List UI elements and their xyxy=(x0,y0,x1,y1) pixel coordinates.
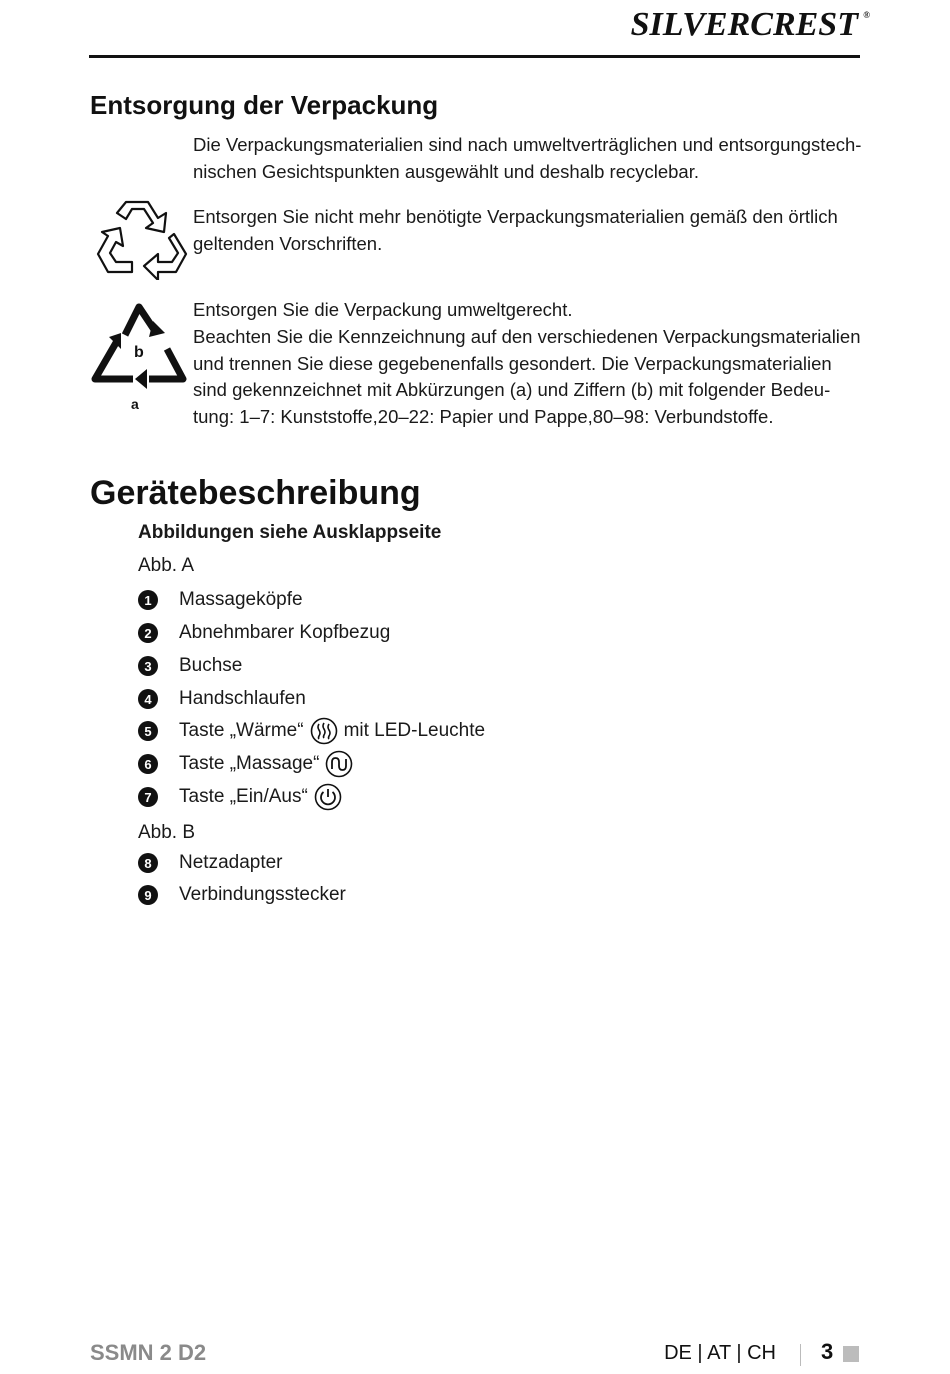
header-rule xyxy=(89,55,860,58)
item-number: 5 xyxy=(138,721,158,741)
item-label: Buchse xyxy=(179,655,243,676)
list-item xyxy=(138,881,346,909)
footer-languages: DE | AT | CH xyxy=(664,1342,776,1364)
item-label: Verbindungsstecker xyxy=(179,884,346,905)
item-number: 1 xyxy=(138,590,158,610)
recycling-code-triangle-icon xyxy=(89,297,189,412)
item-label: Abnehmbarer Kopfbezug xyxy=(179,622,391,643)
device-description-heading: Gerätebeschreibung xyxy=(90,474,421,512)
item-number: 7 xyxy=(138,787,158,807)
page-number: 3 xyxy=(821,1339,834,1364)
packaging-paragraph-1: Die Verpackungsmaterialien sind nach umweltverträglichen und entsorgungstech- nischen Gesichtspunkten ausgewählt und deshalb recyclebar. xyxy=(193,134,862,182)
item-suffix: mit LED-Leuchte xyxy=(343,720,486,741)
item-number: 6 xyxy=(138,754,158,774)
figure-a-label: Abb. A xyxy=(138,555,194,576)
item-number: 2 xyxy=(138,623,158,643)
item-label: Taste „Wärme“ xyxy=(179,720,304,741)
item-number: 3 xyxy=(138,656,158,676)
item-label: Taste „Ein/Aus“ xyxy=(179,786,308,807)
page-marker xyxy=(843,1346,859,1362)
list-item xyxy=(138,619,390,647)
registered-mark: ® xyxy=(863,10,870,20)
item-label: Taste „Massage“ xyxy=(179,753,320,774)
packaging-paragraph-2: Entsorgen Sie nicht mehr benötigte Verpackungsmaterialien gemäß den örtlich geltenden Vorschriften. xyxy=(193,206,838,254)
item-number: 9 xyxy=(138,885,158,905)
packaging-heading: Entsorgung der Verpackung xyxy=(90,90,439,120)
recycle-icon xyxy=(96,198,188,280)
list-item xyxy=(138,849,283,877)
list-item xyxy=(138,717,485,745)
list-item xyxy=(138,652,242,680)
power-icon xyxy=(314,783,342,811)
packaging-paragraph-3: Entsorgen Sie die Verpackung umweltgerecht. Beachten Sie die Kennzeichnung auf den verschiedenen Verpackungsmaterialien und trennen Sie diese gegebenenfalls gesondert. Die Verpackungsmaterialien sind gekennzeichnet mit Abkürzungen (a) und Ziffern (b) mit folgender Bedeu- tung: 1–7: Kunststoffe,20–22: Papier und Pappe,80–98: Verbundstoffe. xyxy=(193,299,861,428)
brand-text: SILVERCREST xyxy=(630,6,858,43)
list-item xyxy=(138,586,303,614)
heat-icon xyxy=(310,717,338,745)
massage-icon xyxy=(325,750,353,778)
list-item xyxy=(138,685,306,713)
device-subtitle: Abbildungen siehe Ausklappseite xyxy=(138,522,442,543)
item-number: 4 xyxy=(138,689,158,709)
item-number: 8 xyxy=(138,853,158,873)
item-label: Handschlaufen xyxy=(179,688,306,709)
list-item xyxy=(138,750,359,778)
item-label: Netzadapter xyxy=(179,852,283,873)
triangle-letter-a: a xyxy=(131,396,139,412)
triangle-letter-b: b xyxy=(134,344,144,361)
list-item xyxy=(138,783,348,811)
item-label: Massageköpfe xyxy=(179,589,303,610)
footer-divider xyxy=(800,1344,801,1366)
brand-logo xyxy=(630,6,870,44)
figure-b-label: Abb. B xyxy=(138,822,196,843)
footer-model-number: SSMN 2 D2 xyxy=(90,1340,207,1365)
